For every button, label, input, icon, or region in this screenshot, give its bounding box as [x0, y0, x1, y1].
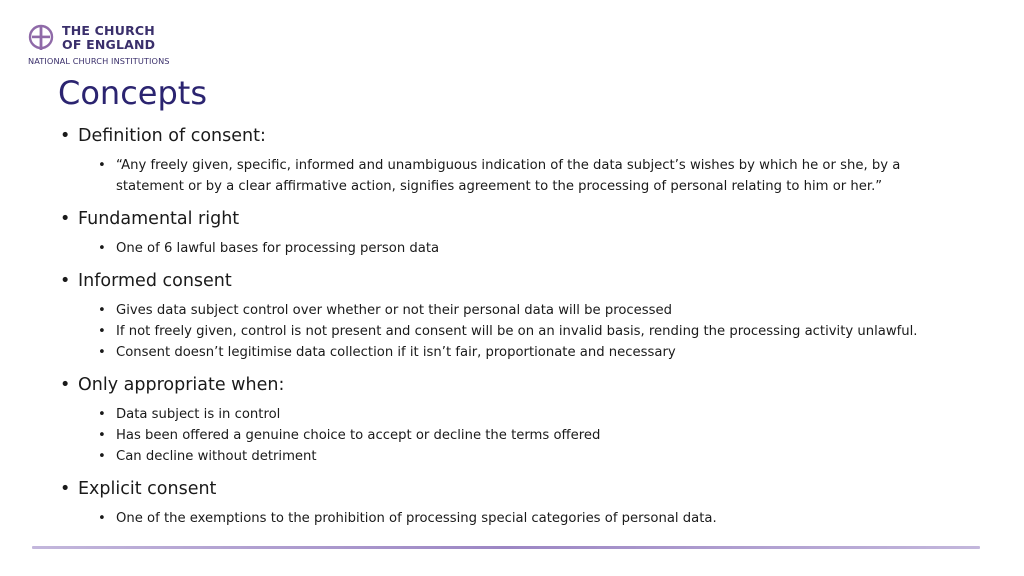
- section-explicit-consent: [58, 477, 958, 529]
- slide-content: [58, 124, 958, 539]
- section-only-appropriate: [58, 373, 958, 467]
- section-definition: [58, 124, 958, 197]
- bullet-heading: • Only appropriate when:: [58, 373, 958, 397]
- sub-bullet: • Can decline without detriment: [58, 446, 958, 467]
- sub-bullet-list: [58, 404, 958, 467]
- sub-bullet: • If not freely given, control is not present and consent will be on an invalid basis, rending the processing activity unlawful.: [58, 321, 958, 342]
- sub-bullet-list: [58, 155, 958, 197]
- sub-bullet-list: [58, 508, 958, 529]
- sub-bullet-list: [58, 300, 958, 363]
- bullet-heading: • Explicit consent: [58, 477, 958, 501]
- footer-divider: [32, 546, 980, 549]
- slide-title: Concepts: [58, 74, 208, 112]
- sub-bullet: • One of the exemptions to the prohibition of processing special categories of personal data.: [58, 508, 958, 529]
- sub-bullet: • One of 6 lawful bases for processing person data: [58, 238, 958, 259]
- logo-subtitle: NATIONAL CHURCH INSTITUTIONS: [28, 56, 170, 66]
- section-informed-consent: [58, 269, 958, 363]
- sub-bullet-list: [58, 238, 958, 259]
- church-of-england-logo-icon: [28, 24, 54, 52]
- sub-bullet: • Gives data subject control over whether or not their personal data will be processed: [58, 300, 958, 321]
- sub-bullet: • Data subject is in control: [58, 404, 958, 425]
- bullet-heading: • Definition of consent:: [58, 124, 958, 148]
- logo-title: THE CHURCH OF ENGLAND: [62, 23, 156, 52]
- bullet-heading: • Fundamental right: [58, 207, 958, 231]
- section-fundamental-right: [58, 207, 958, 259]
- sub-bullet: • “Any freely given, specific, informed and unambiguous indication of the data subject’s wishes by which he or she, by a statement or by a clear affirmative action, signifies agreement to the processing of personal relating to him or her.”: [58, 155, 958, 197]
- church-logo: [28, 24, 198, 70]
- sub-bullet: • Has been offered a genuine choice to accept or decline the terms offered: [58, 425, 958, 446]
- bullet-heading: • Informed consent: [58, 269, 958, 293]
- sub-bullet: • Consent doesn’t legitimise data collection if it isn’t fair, proportionate and necessary: [58, 342, 958, 363]
